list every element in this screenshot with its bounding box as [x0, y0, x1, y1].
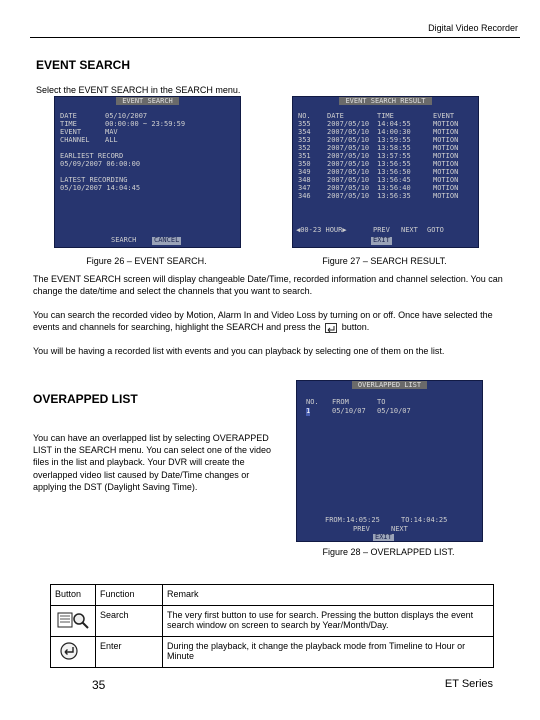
- event-label: EVENT: [60, 128, 82, 136]
- result-no[interactable]: 355: [298, 120, 311, 128]
- to-time: TO:14:04:25: [401, 516, 448, 524]
- section-heading-event-search: EVENT SEARCH: [36, 58, 131, 72]
- result-date[interactable]: 2007/05/10: [327, 184, 370, 192]
- earliest-value: 05/09/2007 06:00:00: [60, 160, 141, 168]
- result-date[interactable]: 2007/05/10: [327, 136, 370, 144]
- header-button: Button: [51, 585, 96, 606]
- page-number: 35: [92, 678, 106, 692]
- result-date[interactable]: 2007/05/10: [327, 160, 370, 168]
- result-event[interactable]: MOTION: [433, 152, 459, 160]
- result-event[interactable]: MOTION: [433, 176, 459, 184]
- list-item-no[interactable]: 1: [306, 407, 311, 415]
- from-time: FROM:14:05:25: [325, 516, 380, 524]
- prev-button[interactable]: PREV: [353, 525, 370, 533]
- latest-value: 05/10/2007 14:04:45: [60, 184, 141, 192]
- overlapped-list-screen: [296, 380, 483, 542]
- function-search: Search: [96, 606, 163, 637]
- paragraph-1: The EVENT SEARCH screen will display changeable Date/Time, recorded information and channel selection. You can change the date/time and select the channels that you want to search.: [33, 274, 503, 296]
- exit-button[interactable]: EXIT: [375, 533, 392, 541]
- date-value[interactable]: 05/10/2007: [105, 112, 148, 120]
- result-time[interactable]: 13:56:55: [377, 160, 411, 168]
- figure-caption-28: Figure 28 – OVERLAPPED LIST.: [322, 547, 455, 557]
- result-time[interactable]: 13:56:35: [377, 192, 411, 200]
- button-table: [50, 584, 494, 668]
- search-icon-cell: [51, 606, 96, 637]
- result-time[interactable]: 13:59:55: [377, 136, 411, 144]
- col-to: TO: [377, 398, 386, 406]
- screen-title: EVENT SEARCH RESULT: [339, 97, 431, 105]
- result-event[interactable]: MOTION: [433, 136, 459, 144]
- result-no[interactable]: 353: [298, 136, 311, 144]
- col-no: NO.: [306, 398, 319, 406]
- enter-icon: [55, 653, 91, 663]
- time-value[interactable]: 00:00:00 ~ 23:59:59: [105, 120, 186, 128]
- result-time[interactable]: 13:56:40: [377, 184, 411, 192]
- search-button[interactable]: SEARCH: [111, 236, 137, 244]
- header-rule: [30, 37, 520, 38]
- col-time: TIME: [377, 112, 394, 120]
- date-label: DATE: [60, 112, 77, 120]
- header-function: Function: [96, 585, 163, 606]
- remark-search: The very first button to use for search. Pressing the button displays the event search window on screen to search by Year/Month/Day.: [163, 606, 494, 637]
- result-date[interactable]: 2007/05/10: [327, 176, 370, 184]
- col-no: NO.: [298, 112, 311, 120]
- series-label: ET Series: [444, 678, 493, 690]
- result-time[interactable]: 13:56:50: [377, 168, 411, 176]
- header-remark: Remark: [163, 585, 494, 606]
- search-result-screen: [292, 96, 479, 248]
- screen-title: OVERLAPPED LIST: [352, 381, 427, 389]
- function-enter: Enter: [96, 637, 163, 668]
- result-no[interactable]: 351: [298, 152, 311, 160]
- latest-label: LATEST RECORDING: [60, 176, 128, 184]
- result-event[interactable]: MOTION: [433, 120, 459, 128]
- search-icon: [55, 622, 91, 632]
- event-value[interactable]: MAV: [105, 128, 118, 136]
- time-label: TIME: [60, 120, 77, 128]
- result-date[interactable]: 2007/05/10: [327, 144, 370, 152]
- result-time[interactable]: 14:00:30: [377, 128, 411, 136]
- intro-text: Select the EVENT SEARCH in the SEARCH menu.: [36, 85, 241, 95]
- remark-enter: During the playback, it change the playback mode from Timeline to Hour or Minute: [163, 637, 494, 668]
- cancel-button[interactable]: CANCEL: [154, 236, 180, 244]
- list-item-from[interactable]: 05/10/07: [332, 407, 366, 415]
- result-time[interactable]: 13:57:55: [377, 152, 411, 160]
- enter-key-icon: [325, 323, 337, 333]
- overlapped-body: You can have an overlapped list by selecting OVERAPPED LIST in the SEARCH menu. You can select one of the video files in the list and playback. Your DVR will create the overlapped video list caused by Date/Time changes or applying the DST (Daylight Saving Time).: [33, 433, 271, 492]
- result-date[interactable]: 2007/05/10: [327, 152, 370, 160]
- result-no[interactable]: 352: [298, 144, 311, 152]
- result-time[interactable]: 13:58:55: [377, 144, 411, 152]
- result-date[interactable]: 2007/05/10: [327, 192, 370, 200]
- earliest-label: EARLIEST RECORD: [60, 152, 124, 160]
- next-button[interactable]: NEXT: [401, 226, 418, 234]
- col-event: EVENT: [433, 112, 455, 120]
- result-no[interactable]: 349: [298, 168, 311, 176]
- event-search-screen: [54, 96, 241, 248]
- result-time[interactable]: 14:04:55: [377, 120, 411, 128]
- result-event[interactable]: MOTION: [433, 192, 459, 200]
- result-event[interactable]: MOTION: [433, 168, 459, 176]
- screen-title: EVENT SEARCH: [116, 97, 179, 105]
- channel-value[interactable]: ALL: [105, 136, 118, 144]
- table-row: [51, 637, 494, 668]
- result-event[interactable]: MOTION: [433, 184, 459, 192]
- paragraph-3: You will be having a recorded list with events and you can playback by selecting one of them on the list.: [33, 346, 445, 356]
- paragraph-2: You can search the recorded video by Motion, Alarm In and Video Loss by turning on or off. Once have selected the events and channels for searching, highlight the SEARCH and press the button.: [33, 310, 493, 332]
- hour-nav[interactable]: ◀00-23 HOUR▶: [296, 226, 347, 234]
- result-no[interactable]: 348: [298, 176, 311, 184]
- result-event[interactable]: MOTION: [433, 160, 459, 168]
- result-event[interactable]: MOTION: [433, 128, 459, 136]
- result-time[interactable]: 13:56:45: [377, 176, 411, 184]
- result-no[interactable]: 354: [298, 128, 311, 136]
- col-from: FROM: [332, 398, 349, 406]
- figure-caption-27: Figure 27 – SEARCH RESULT.: [322, 256, 447, 266]
- section-heading-overlapped: OVERAPPED LIST: [33, 392, 138, 406]
- enter-icon-cell: [51, 637, 96, 668]
- result-no[interactable]: 347: [298, 184, 311, 192]
- table-row: [51, 606, 494, 637]
- result-date[interactable]: 2007/05/10: [327, 168, 370, 176]
- result-date[interactable]: 2007/05/10: [327, 120, 370, 128]
- result-no[interactable]: 346: [298, 192, 311, 200]
- result-event[interactable]: MOTION: [433, 144, 459, 152]
- list-item-to[interactable]: 05/10/07: [377, 407, 411, 415]
- prev-button[interactable]: PREV: [373, 226, 390, 234]
- result-date[interactable]: 2007/05/10: [327, 128, 370, 136]
- result-no[interactable]: 350: [298, 160, 311, 168]
- col-date: DATE: [327, 112, 344, 120]
- exit-button[interactable]: EXIT: [373, 236, 390, 244]
- channel-label: CHANNEL: [60, 136, 90, 144]
- figure-caption-26: Figure 26 – EVENT SEARCH.: [86, 256, 207, 266]
- goto-button[interactable]: GOTO: [427, 226, 444, 234]
- page-header: Digital Video Recorder: [428, 23, 518, 33]
- next-button[interactable]: NEXT: [391, 525, 408, 533]
